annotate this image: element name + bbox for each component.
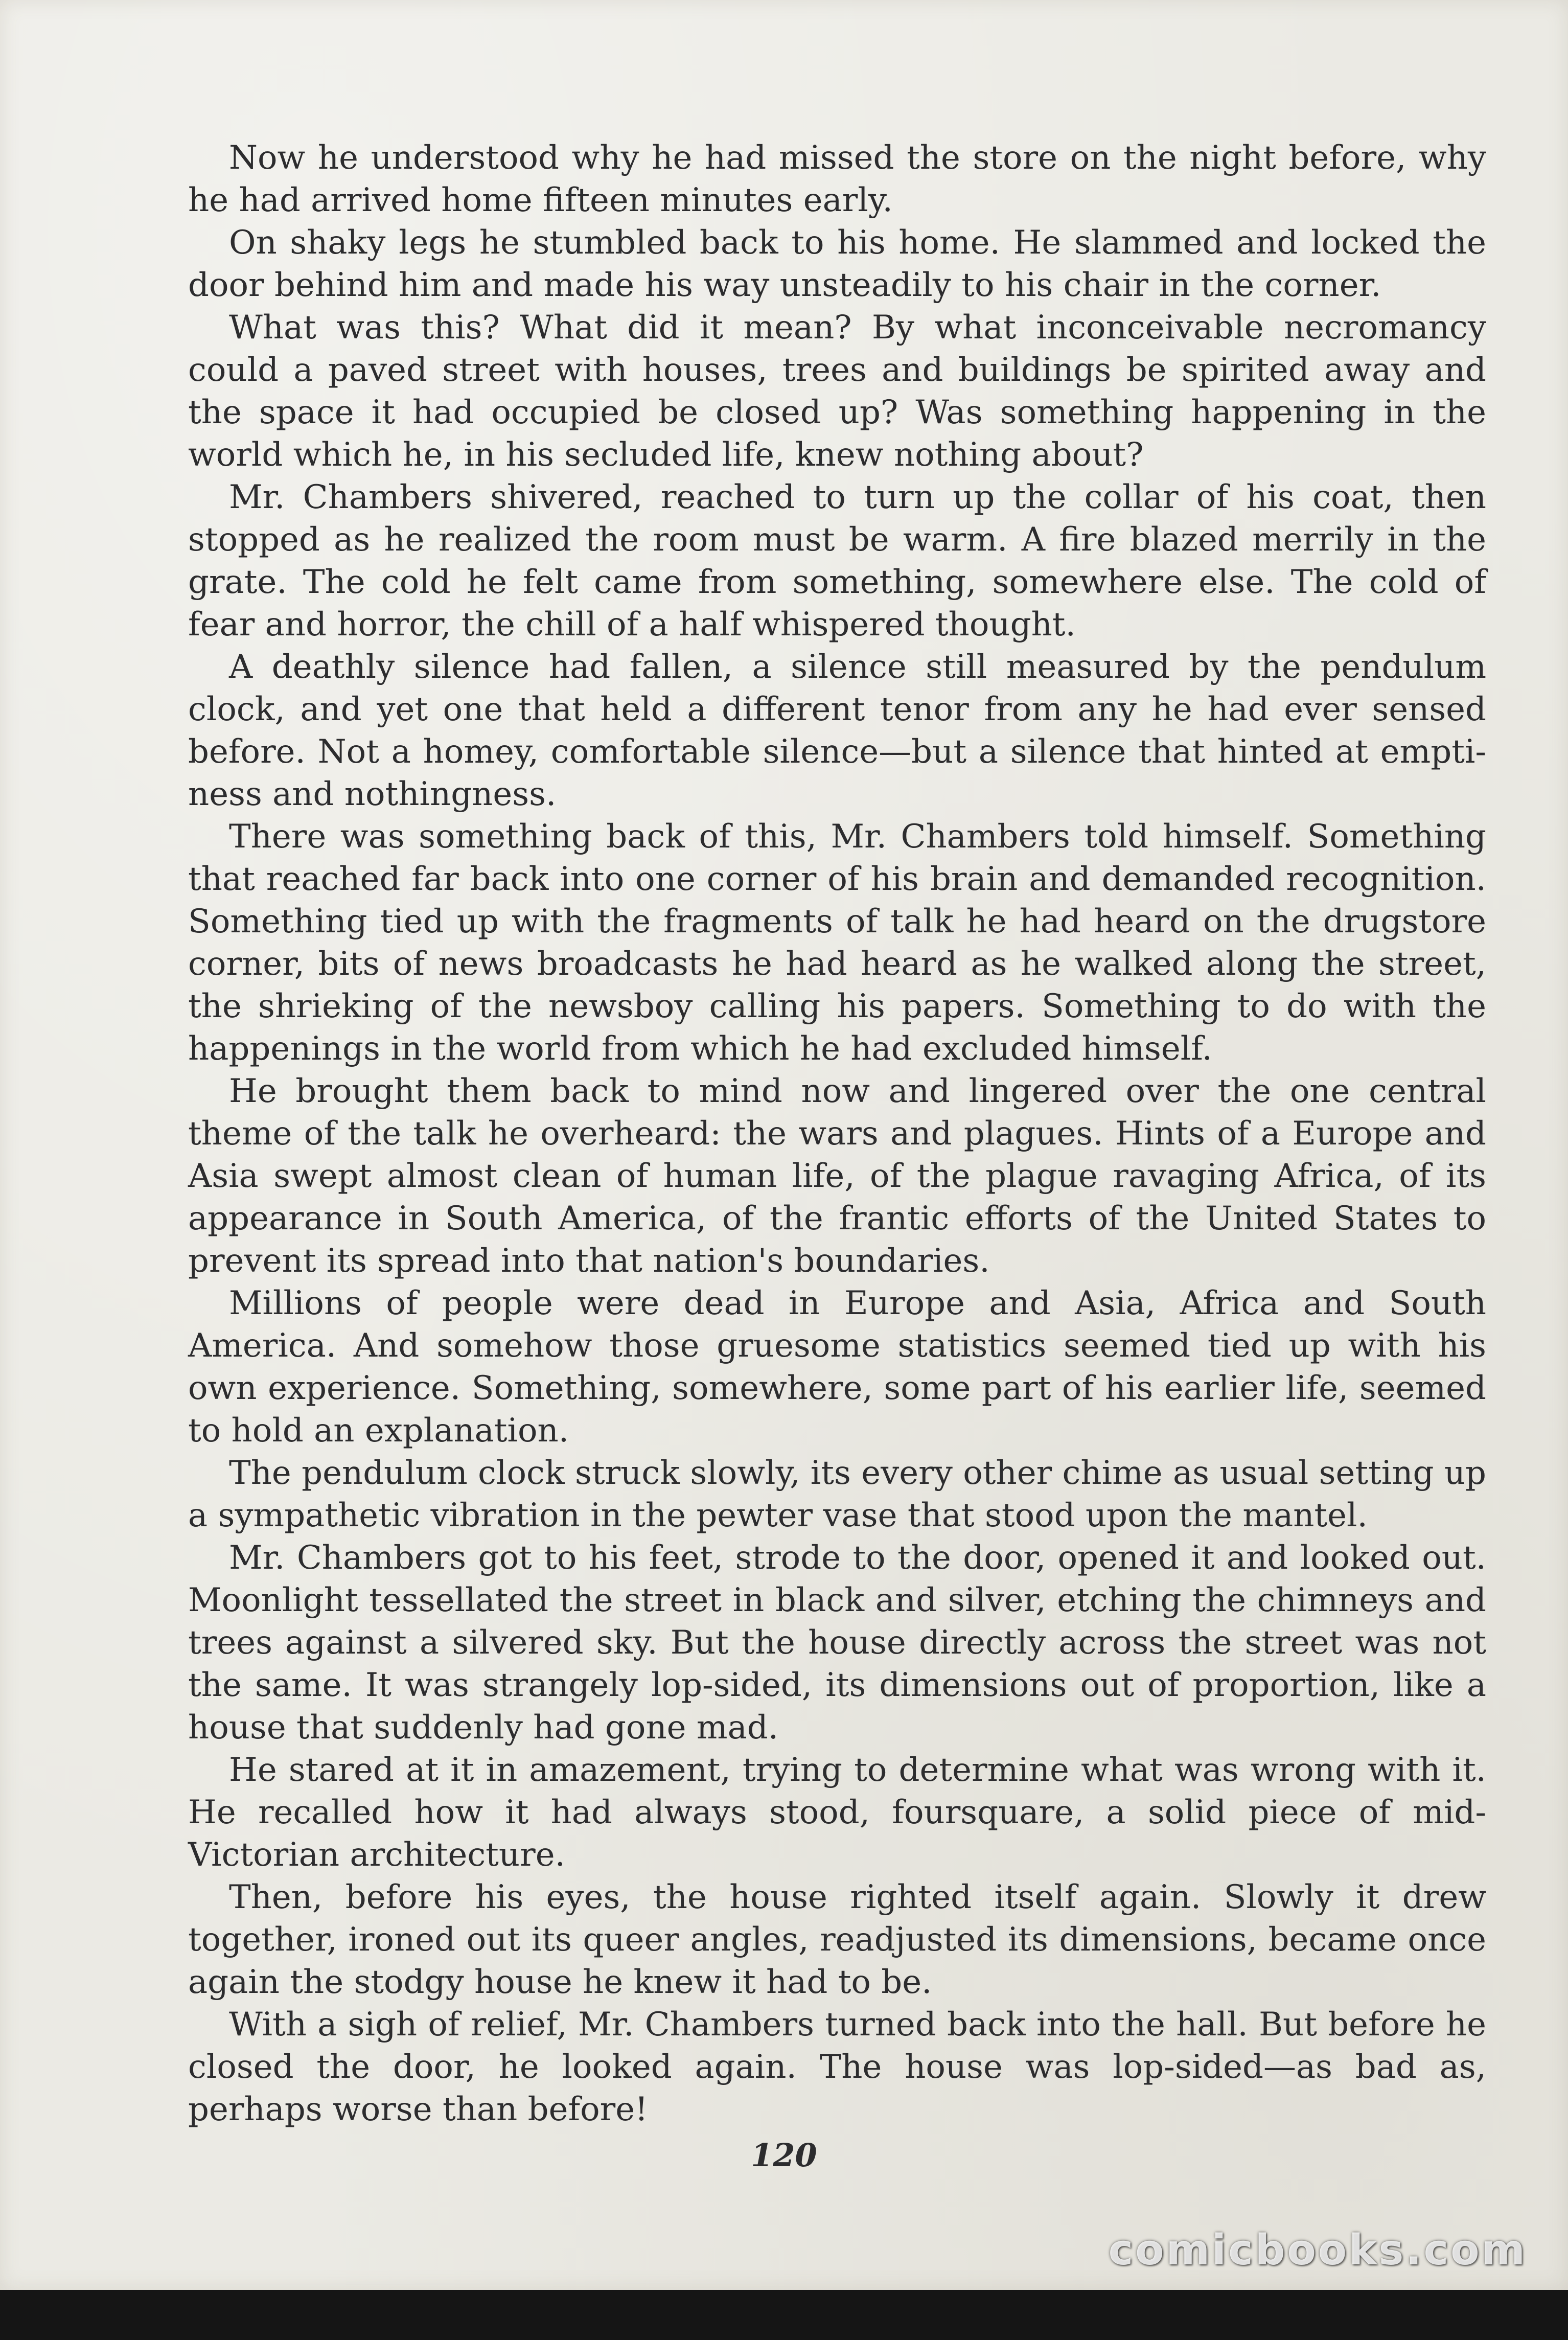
scan-edge bbox=[0, 2290, 1568, 2340]
paragraph-8: Millions of people were dead in Europe and Asia, Africa and South America. And somehow those gruesome statistics seemed tied up with his own experience. Something, somewhere, some part of his earlier life, seemed to hold an explanation. bbox=[188, 1284, 1486, 1450]
paragraph-13: With a sigh of relief, Mr. Chambers turned back into the hall. But before he closed the door, he looked again. The house was lop-sided—as bad as, perhaps worse than before! bbox=[188, 2006, 1486, 2128]
watermark: comicbooks.com bbox=[1108, 2226, 1527, 2275]
paragraph-9: The pendulum clock struck slowly, its every other chime as usual setting up a sympathetic vibration in the pewter vase that stood upon the mantel. bbox=[188, 1454, 1486, 1534]
paragraph-2: On shaky legs he stumbled back to his home. He slammed and locked the door behind him and made his way unsteadily to his chair in the corner. bbox=[188, 224, 1486, 304]
paragraph-1: Now he understood why he had missed the store on the night before, why he had arrived home fifteen minutes early. bbox=[188, 139, 1486, 219]
paragraph-11: He stared at it in amazement, trying to determine what was wrong with it. He recalled how it had always stood, foursquare, a solid piece of mid-Victorian architecture. bbox=[188, 1751, 1486, 1874]
paragraph-5: A deathly silence had fallen, a silence still measured by the pendulum clock, and yet one that held a different tenor from any he had ever sensed before. Not a homey, comfortable silence—but a silence that hinted at emptiness and nothingness. bbox=[188, 648, 1486, 813]
page-number: 120 bbox=[751, 2137, 817, 2174]
paragraph-3: What was this? What did it mean? By what inconceivable necromancy could a paved street with houses, trees and buildings be spirited away and the space it had occupied be closed up? Was something happening in the world which he, in his secluded life, knew nothing about? bbox=[188, 309, 1486, 474]
paragraph-12: Then, before his eyes, the house righted itself again. Slowly it drew together, ironed out its queer angles, readjusted its dimensions, became once again the stodgy house he knew it had to be. bbox=[188, 1878, 1486, 2001]
story-text bbox=[188, 137, 1486, 2131]
paragraph-4: Mr. Chambers shivered, reached to turn up the collar of his coat, then stopped as he realized the room must be warm. A fire blazed merrily in the grate. The cold he felt came from something, somewhere else. The cold of fear and horror, the chill of a half whispered thought. bbox=[188, 478, 1486, 644]
paragraph-6: There was something back of this, Mr. Chambers told himself. Something that reached far back into one corner of his brain and demanded recognition. Something tied up with the fragments of talk he had heard on the drugstore corner, bits of news broadcasts he had heard as he walked along the street, the shrieking of the newsboy calling his papers. Something to do with the happenings in the world from which he had excluded himself. bbox=[188, 818, 1486, 1068]
paragraph-10: Mr. Chambers got to his feet, strode to the door, opened it and looked out. Moonlight tessellated the street in black and silver, etching the chimneys and trees against a silvered sky. But the house directly across the street was not the same. It was strangely lop-sided, its dimensions out of proportion, like a house that suddenly had gone mad. bbox=[188, 1539, 1486, 1747]
paragraph-7: He brought them back to mind now and lingered over the one central theme of the talk he overheard: the wars and plagues. Hints of a Europe and Asia swept almost clean of human life, of the plague ravaging Africa, of its appearance in South America, of the frantic efforts of the United States to prevent its spread into that nation's boundaries. bbox=[188, 1072, 1486, 1280]
